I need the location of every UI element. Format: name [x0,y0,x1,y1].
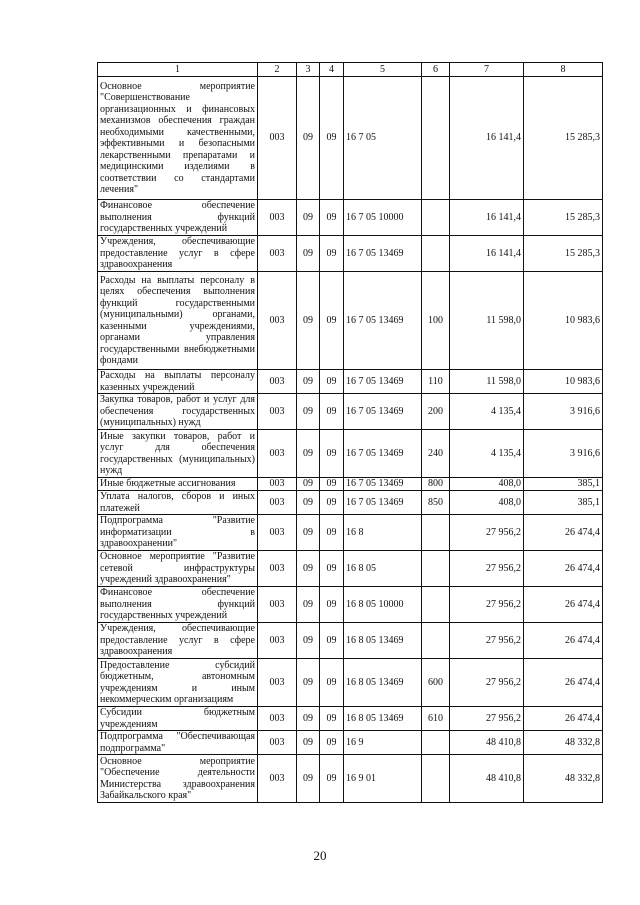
amount-2019-cell: 4 135,4 [450,394,524,430]
row-name-cell: Основное мероприятие "Развитие сетевой инфраструктуры учреждений здравоохранения" [98,551,258,587]
amount-2019-cell: 408,0 [450,491,524,515]
chapter-code-cell: 003 [258,77,297,200]
amount-2019-cell: 11 598,0 [450,272,524,370]
column-header: 7 [450,63,524,77]
subsection-code-cell: 09 [320,77,344,200]
target-article-cell: 16 8 [344,515,422,551]
chapter-code-cell: 003 [258,236,297,272]
section-code-cell: 09 [297,659,320,707]
amount-2020-cell: 3 916,6 [524,430,603,478]
subsection-code-cell: 09 [320,623,344,659]
chapter-code-cell: 003 [258,430,297,478]
amount-2019-cell: 48 410,8 [450,731,524,755]
subsection-code-cell: 09 [320,707,344,731]
chapter-code-cell: 003 [258,623,297,659]
table-row [98,200,603,236]
amount-2020-cell: 26 474,4 [524,587,603,623]
expense-type-cell [422,587,450,623]
amount-2019-cell: 27 956,2 [450,515,524,551]
row-name-cell: Закупка товаров, работ и услуг для обеспечения государственных (муниципальных) нужд [98,394,258,430]
expense-type-cell [422,515,450,551]
column-header: 3 [297,63,320,77]
section-code-cell: 09 [297,551,320,587]
subsection-code-cell: 09 [320,551,344,587]
chapter-code-cell: 003 [258,731,297,755]
chapter-code-cell: 003 [258,515,297,551]
chapter-code-cell: 003 [258,491,297,515]
table-row [98,491,603,515]
subsection-code-cell: 09 [320,659,344,707]
expense-type-cell: 610 [422,707,450,731]
column-header: 6 [422,63,450,77]
column-header: 1 [98,63,258,77]
amount-2020-cell: 26 474,4 [524,659,603,707]
table-row [98,272,603,370]
row-name-cell: Субсидии бюджетным учреждениям [98,707,258,731]
row-name-cell: Иные закупки товаров, работ и услуг для обеспечения государственных (муниципальных) нужд [98,430,258,478]
amount-2020-cell: 15 285,3 [524,236,603,272]
amount-2019-cell: 27 956,2 [450,623,524,659]
amount-2020-cell: 26 474,4 [524,623,603,659]
subsection-code-cell: 09 [320,272,344,370]
subsection-code-cell: 09 [320,587,344,623]
table-row [98,551,603,587]
row-name-cell: Расходы на выплаты персоналу казенных учреждений [98,370,258,394]
subsection-code-cell: 09 [320,731,344,755]
column-number-row [98,63,603,77]
target-article-cell: 16 8 05 10000 [344,587,422,623]
subsection-code-cell: 09 [320,755,344,803]
row-name-cell: Подпрограмма "Обеспечивающая подпрограмма" [98,731,258,755]
chapter-code-cell: 003 [258,478,297,491]
table-row [98,659,603,707]
row-name-cell: Иные бюджетные ассигнования [98,478,258,491]
target-article-cell: 16 9 01 [344,755,422,803]
table-body [98,77,603,803]
expense-type-cell [422,623,450,659]
amount-2019-cell: 16 141,4 [450,77,524,200]
section-code-cell: 09 [297,236,320,272]
expense-type-cell [422,200,450,236]
table-row [98,515,603,551]
amount-2019-cell: 16 141,4 [450,236,524,272]
chapter-code-cell: 003 [258,200,297,236]
expense-type-cell: 240 [422,430,450,478]
chapter-code-cell: 003 [258,551,297,587]
expense-type-cell: 110 [422,370,450,394]
amount-2019-cell: 16 141,4 [450,200,524,236]
subsection-code-cell: 09 [320,200,344,236]
expense-type-cell: 850 [422,491,450,515]
target-article-cell: 16 7 05 13469 [344,370,422,394]
amount-2020-cell: 385,1 [524,478,603,491]
expense-type-cell: 800 [422,478,450,491]
amount-2019-cell: 4 135,4 [450,430,524,478]
row-name-cell: Подпрограмма "Развитие информатизации в здравоохранении" [98,515,258,551]
section-code-cell: 09 [297,478,320,491]
table-row [98,755,603,803]
row-name-cell: Финансовое обеспечение выполнения функций государственных учреждений [98,587,258,623]
target-article-cell: 16 7 05 13469 [344,236,422,272]
amount-2020-cell: 385,1 [524,491,603,515]
row-name-cell: Основное мероприятие "Обеспечение деятельности Министерства здравоохранения Забайкальского края" [98,755,258,803]
target-article-cell: 16 7 05 10000 [344,200,422,236]
expense-type-cell: 600 [422,659,450,707]
amount-2019-cell: 27 956,2 [450,587,524,623]
amount-2020-cell: 48 332,8 [524,755,603,803]
section-code-cell: 09 [297,272,320,370]
expense-type-cell: 200 [422,394,450,430]
table-row [98,623,603,659]
section-code-cell: 09 [297,755,320,803]
subsection-code-cell: 09 [320,478,344,491]
amount-2019-cell: 11 598,0 [450,370,524,394]
amount-2020-cell: 15 285,3 [524,77,603,200]
table-row [98,430,603,478]
section-code-cell: 09 [297,587,320,623]
section-code-cell: 09 [297,430,320,478]
target-article-cell: 16 8 05 [344,551,422,587]
amount-2020-cell: 26 474,4 [524,707,603,731]
expense-type-cell [422,236,450,272]
chapter-code-cell: 003 [258,659,297,707]
chapter-code-cell: 003 [258,394,297,430]
target-article-cell: 16 7 05 13469 [344,478,422,491]
table-row [98,478,603,491]
amount-2020-cell: 26 474,4 [524,515,603,551]
section-code-cell: 09 [297,731,320,755]
table-row [98,587,603,623]
row-name-cell: Основное мероприятие "Совершенствование организационных и финансовых механизмов обеспечения граждан необходимыми качественными, эффективными и безопасными лекарственными препаратами и медицинскими изделиями в соответствии со стандартами лечения" [98,77,258,200]
expense-type-cell [422,755,450,803]
target-article-cell: 16 7 05 [344,77,422,200]
section-code-cell: 09 [297,707,320,731]
target-article-cell: 16 8 05 13469 [344,707,422,731]
subsection-code-cell: 09 [320,236,344,272]
target-article-cell: 16 9 [344,731,422,755]
budget-table [97,62,603,803]
subsection-code-cell: 09 [320,515,344,551]
target-article-cell: 16 8 05 13469 [344,659,422,707]
section-code-cell: 09 [297,491,320,515]
row-name-cell: Учреждения, обеспечивающие предоставление услуг в сфере здравоохранения [98,623,258,659]
chapter-code-cell: 003 [258,272,297,370]
chapter-code-cell: 003 [258,370,297,394]
column-header: 4 [320,63,344,77]
row-name-cell: Финансовое обеспечение выполнения функций государственных учреждений [98,200,258,236]
chapter-code-cell: 003 [258,755,297,803]
row-name-cell: Предоставление субсидий бюджетным, автономным учреждениям и иным некоммерческим организациям [98,659,258,707]
target-article-cell: 16 7 05 13469 [344,394,422,430]
amount-2019-cell: 27 956,2 [450,707,524,731]
subsection-code-cell: 09 [320,370,344,394]
chapter-code-cell: 003 [258,707,297,731]
page-number: 20 [313,848,327,863]
table-row [98,394,603,430]
amount-2019-cell: 27 956,2 [450,659,524,707]
amount-2020-cell: 48 332,8 [524,731,603,755]
table-row [98,370,603,394]
table-row [98,731,603,755]
table-row [98,236,603,272]
section-code-cell: 09 [297,77,320,200]
row-name-cell: Учреждения, обеспечивающие предоставление услуг в сфере здравоохранения [98,236,258,272]
target-article-cell: 16 7 05 13469 [344,272,422,370]
row-name-cell: Уплата налогов, сборов и иных платежей [98,491,258,515]
table-row [98,77,603,200]
amount-2020-cell: 10 983,6 [524,370,603,394]
section-code-cell: 09 [297,394,320,430]
amount-2020-cell: 15 285,3 [524,200,603,236]
subsection-code-cell: 09 [320,394,344,430]
section-code-cell: 09 [297,370,320,394]
amount-2020-cell: 26 474,4 [524,551,603,587]
subsection-code-cell: 09 [320,491,344,515]
expense-type-cell [422,551,450,587]
section-code-cell: 09 [297,623,320,659]
expense-type-cell [422,77,450,200]
subsection-code-cell: 09 [320,430,344,478]
amount-2019-cell: 408,0 [450,478,524,491]
amount-2019-cell: 48 410,8 [450,755,524,803]
target-article-cell: 16 7 05 13469 [344,491,422,515]
amount-2020-cell: 3 916,6 [524,394,603,430]
target-article-cell: 16 8 05 13469 [344,623,422,659]
column-header: 5 [344,63,422,77]
section-code-cell: 09 [297,515,320,551]
section-code-cell: 09 [297,200,320,236]
table-row [98,707,603,731]
column-header: 8 [524,63,603,77]
chapter-code-cell: 003 [258,587,297,623]
expense-type-cell: 100 [422,272,450,370]
amount-2020-cell: 10 983,6 [524,272,603,370]
amount-2019-cell: 27 956,2 [450,551,524,587]
row-name-cell: Расходы на выплаты персоналу в целях обеспечения выполнения функций государственными (муниципальными) органами, казенными учреждениями, органами управления государственными внебюджетными фондами [98,272,258,370]
target-article-cell: 16 7 05 13469 [344,430,422,478]
expense-type-cell [422,731,450,755]
column-header: 2 [258,63,297,77]
